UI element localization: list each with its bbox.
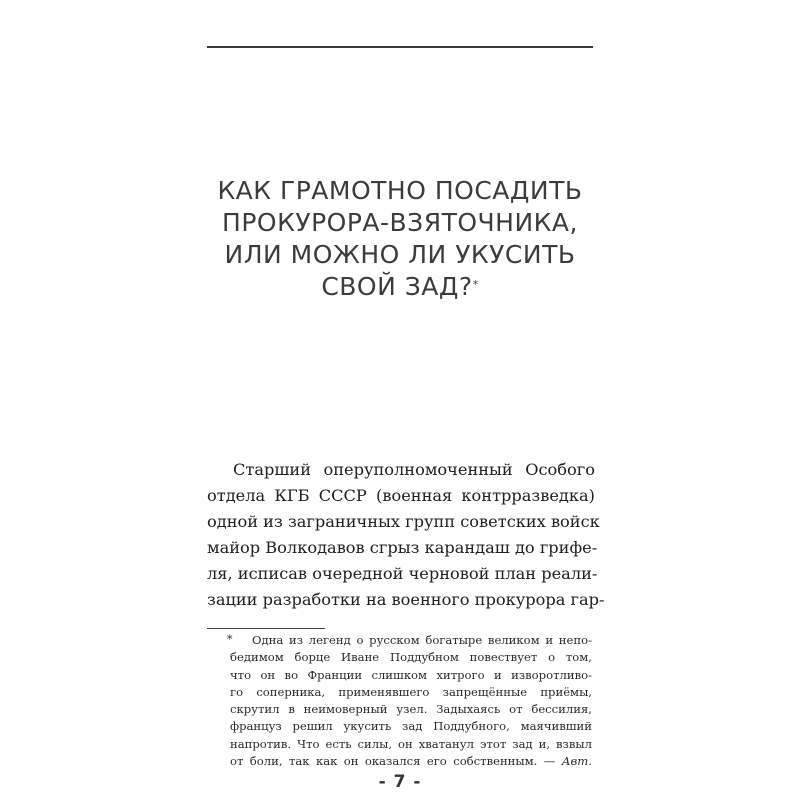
footnote-line-5: скрутил в неимоверный узел. Задыхаясь от бессилия, [230,702,592,717]
body-line-5: ля, исписав очередной черновой план реали- [207,564,598,583]
page-number: - 7 - [378,772,422,792]
footnote-line-7: напротив. Что есть силы, он хватанул этот зад и, взвыл [230,736,592,751]
chapter-title-line-4 [190,271,610,303]
footnote-line-4: го соперника, применявшего запрещённые приёмы, [230,684,592,699]
body-line-3: одной из заграничных групп советских войск [207,512,600,531]
footnote-line-2: бедимом борце Иване Поддубном повествует о том, [230,650,592,665]
chapter-title-line-3: ИЛИ МОЖНО ЛИ УКУСИТЬ [224,240,576,269]
chapter-title [190,175,610,303]
body-line-4: майор Волкодавов сгрыз карандаш до грифе- [207,538,598,557]
footnote-mark: * [227,633,233,646]
footnote-line-3: что он во Франции слишком хитрого и изворотливо- [230,667,592,682]
footnote-rule [207,628,325,629]
chapter-title-line-1: КАК ГРАМОТНО ПОСАДИТЬ [217,176,583,205]
body-line-6: зации разработки на военного прокурора гар- [207,590,605,609]
body-line-2: отдела КГБ СССР (военная контрразведка) [207,486,595,505]
chapter-title-line-4-text: СВОЙ ЗАД? [321,272,473,301]
header-rule [207,46,593,48]
footnote-line-8-text: от боли, так как он оказался его собственным. — [230,754,556,769]
footnote-line-8 [230,753,592,770]
footnote-line-1: Одна из легенд о русском богатыре великом и непо- [252,633,592,647]
footnote [230,632,592,770]
chapter-title-line-2: ПРОКУРОРА-ВЗЯТОЧНИКА, [222,208,578,237]
title-footnote-mark: * [472,278,479,291]
body-paragraph [207,457,605,613]
footnote-line-6: француз решил укусить зад Поддубного, маячивший [230,719,592,734]
body-line-1: Старший оперуполномоченный Особого [233,460,595,479]
footnote-author: Авт. [561,754,592,769]
